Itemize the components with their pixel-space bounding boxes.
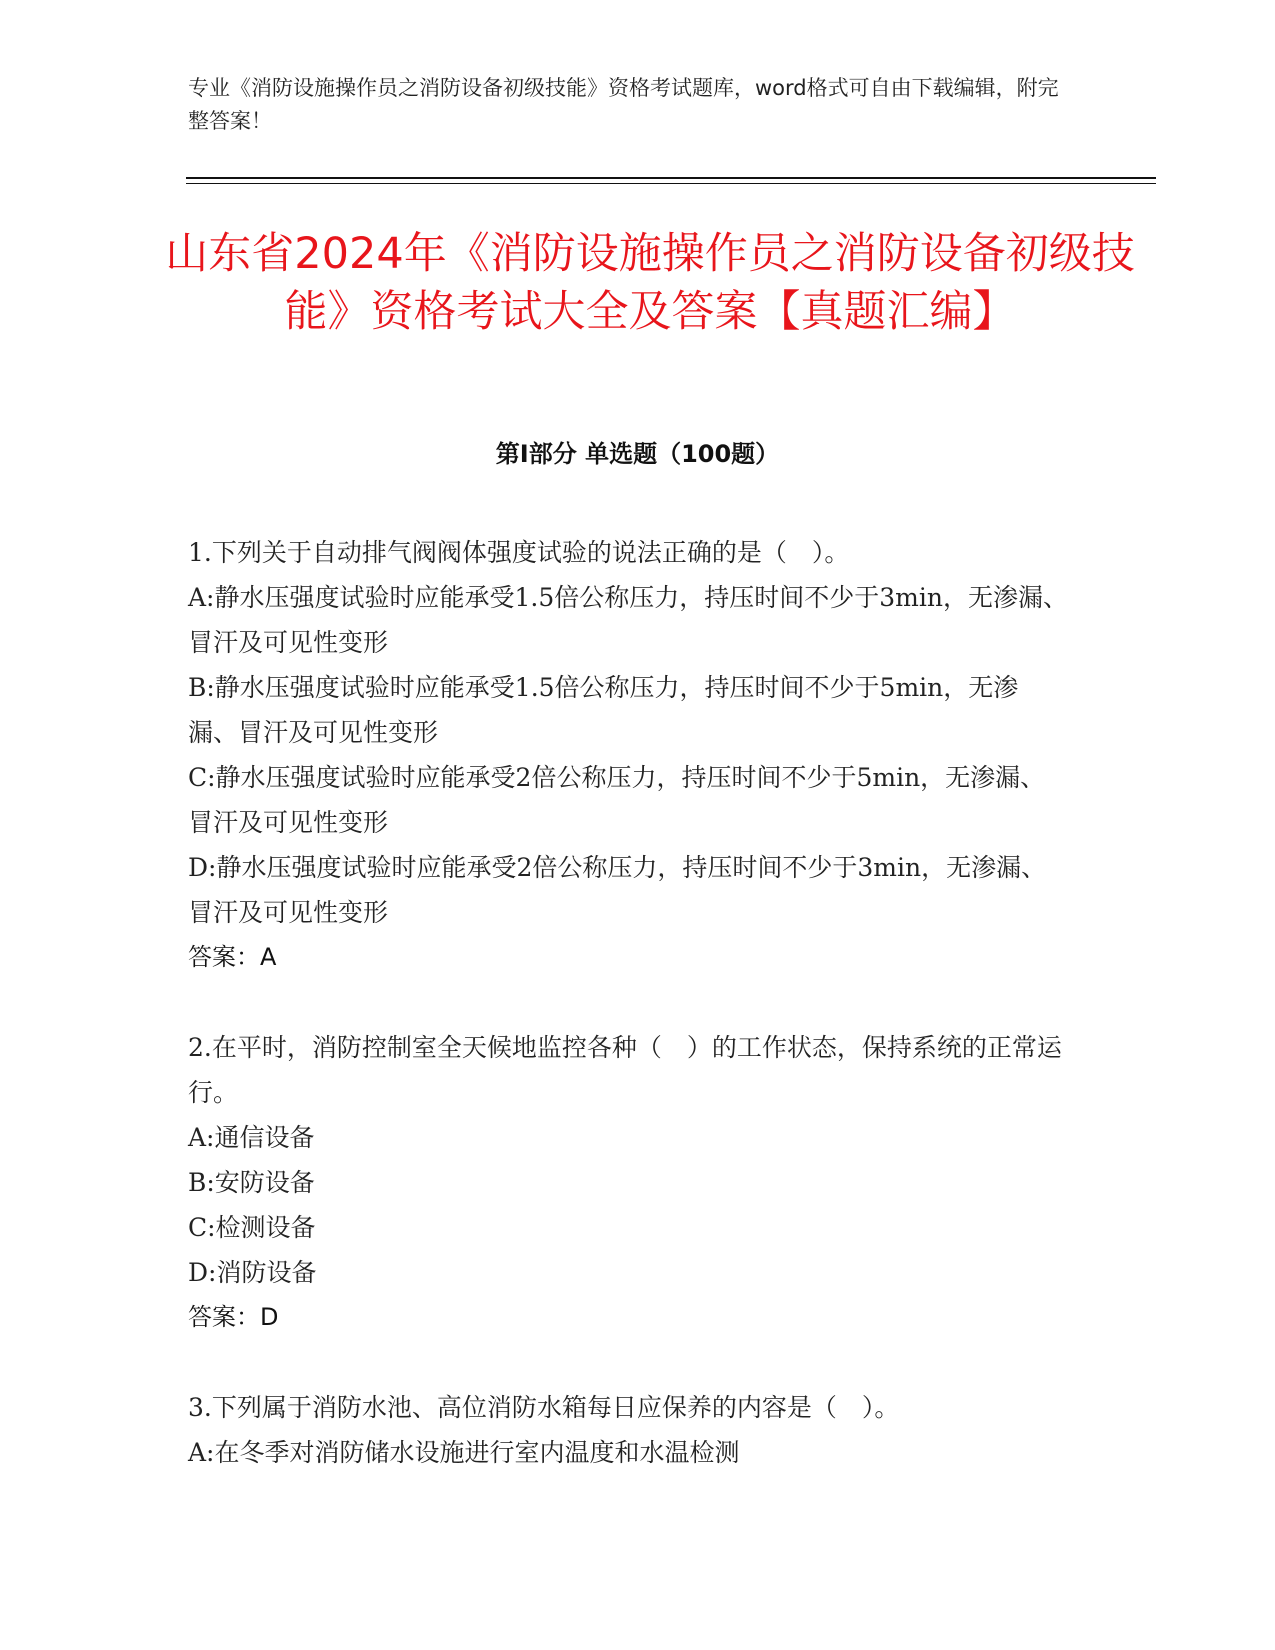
question-list — [188, 530, 1068, 1520]
question-item — [188, 530, 1068, 980]
question-text: 2.在平时，消防控制室全天候地监控各种（ ）的工作状态，保持系统的正常运行。 — [188, 1033, 1062, 1107]
option-c: C:静水压强度试验时应能承受2倍公称压力，持压时间不少于5min，无渗漏、冒汗及可见性变形 — [188, 763, 1046, 837]
option-d: D:静水压强度试验时应能承受2倍公称压力，持压时间不少于3min，无渗漏、冒汗及可见性变形 — [188, 853, 1047, 927]
question-item — [188, 1385, 1068, 1475]
header-divider-thick — [186, 177, 1156, 179]
option-a: A:在冬季对消防储水设施进行室内温度和水温检测 — [188, 1438, 740, 1467]
question-text: 1.下列关于自动排气阀阀体强度试验的说法正确的是（ ）。 — [188, 538, 850, 567]
question-text: 3.下列属于消防水池、高位消防水箱每日应保养的内容是（ ）。 — [188, 1393, 900, 1422]
question-item — [188, 1025, 1068, 1340]
option-d: D:消防设备 — [188, 1258, 317, 1287]
header-note: 专业《消防设施操作员之消防设备初级技能》资格考试题库，word格式可自由下载编辑，附完整答案！ — [188, 76, 1059, 133]
answer-text: 答案：A — [188, 943, 277, 971]
option-a: A:静水压强度试验时应能承受1.5倍公称压力，持压时间不少于3min，无渗漏、冒汗及可见性变形 — [188, 583, 1068, 657]
section-title: 第I部分 单选题（100题） — [495, 440, 780, 468]
option-b: B:静水压强度试验时应能承受1.5倍公称压力，持压时间不少于5min，无渗漏、冒汗及可见性变形 — [188, 673, 1019, 747]
option-a: A:通信设备 — [188, 1123, 315, 1152]
option-c: C:检测设备 — [188, 1213, 316, 1242]
answer-text: 答案：D — [188, 1303, 279, 1331]
option-b: B:安防设备 — [188, 1168, 315, 1197]
header-divider-thin — [186, 183, 1156, 184]
document-title: 山东省2024年《消防设施操作员之消防设备初级技能》资格考试大全及答案【真题汇编】 — [165, 229, 1135, 337]
